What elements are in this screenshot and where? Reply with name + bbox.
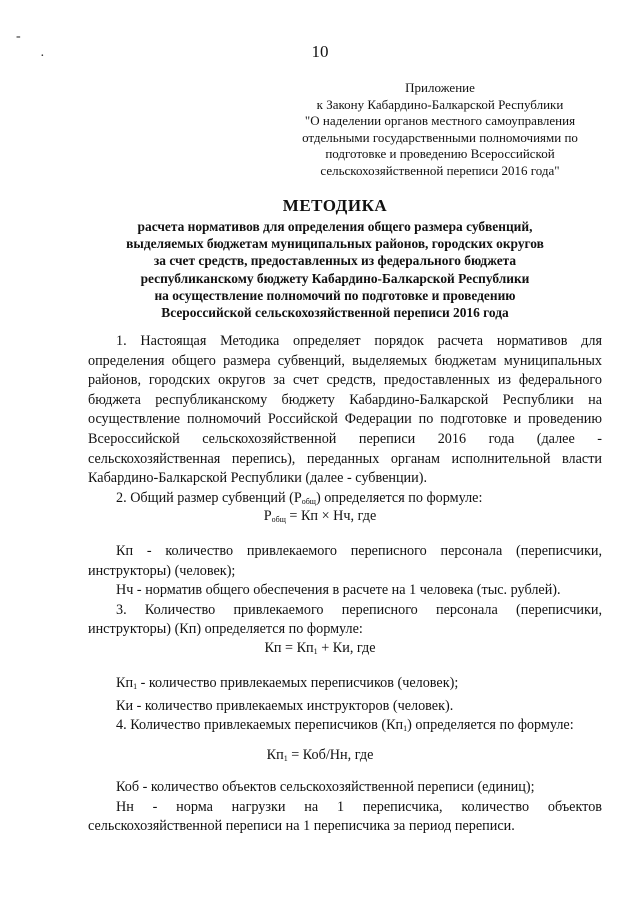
appendix-line: Приложение xyxy=(405,80,475,95)
definition-nch: Нч - норматив общего обеспечения в расчете на 1 человека (тыс. рублей). xyxy=(116,582,561,599)
formula-2-lhs: Кп = Кп xyxy=(264,640,314,656)
formula-2-rhs: + Ки xyxy=(321,640,350,656)
kp1-var-sub: 1 xyxy=(133,682,138,691)
section-3 xyxy=(88,674,602,739)
p2-before: 2. Общий размер субвенций ( xyxy=(116,489,294,506)
appendix-line: "О наделении органов местного самоуправления xyxy=(304,113,576,129)
appendix-block xyxy=(270,80,610,180)
p4-after: ) определяется по формуле: xyxy=(407,717,574,734)
title-main: МЕТОДИКА xyxy=(282,196,388,215)
p2-var-sub: общ xyxy=(301,496,316,506)
appendix-line: сельскохозяйственной переписи 2016 года" xyxy=(320,162,560,178)
formula-2-lhs-sub: 1 xyxy=(313,647,318,656)
p4-before: 4. Количество привлекаемых переписчиков ( xyxy=(116,717,387,734)
appendix-line: подготовке и проведению Всероссийской xyxy=(325,146,555,162)
definition-nn: Нн - норма нагрузки на 1 переписчика, количество объектов сельскохозяйственной переписи на 1 переписчика за период переписи. xyxy=(88,798,602,835)
section-1 xyxy=(88,332,602,511)
document-title xyxy=(70,196,600,321)
formula-2 xyxy=(0,640,640,657)
appendix-line: к Закону Кабардино-Балкарской Республики xyxy=(316,96,564,112)
formula-3-tail: , где xyxy=(347,747,374,763)
section-4 xyxy=(88,778,602,837)
formula-2-tail: , где xyxy=(349,640,376,656)
paragraph-3: 3. Количество привлекаемого переписного персонала (переписчики, инструкторы) (Кп) определяется по формуле: xyxy=(88,601,602,638)
title-line: Всероссийской сельскохозяйственной переписи 2016 года xyxy=(161,305,509,321)
formula-1-rhs: = Кп × Нч xyxy=(289,508,351,524)
definition-kp: Кп - количество привлекаемого переписного персонала (переписчики, инструкторы) (человек); xyxy=(88,543,602,579)
title-line: за счет средств, предоставленных из федерального бюджета xyxy=(153,253,517,269)
section-2 xyxy=(88,542,602,640)
paragraph-4 xyxy=(88,716,602,739)
formula-3-rhs: = Коб/Нн xyxy=(291,747,348,763)
formula-3-lhs: Кп xyxy=(266,747,284,763)
title-line: на осуществление полномочий по подготовке и проведению xyxy=(154,287,516,303)
scan-mark-dot: · xyxy=(40,49,45,64)
p2-var: Р xyxy=(293,489,302,506)
formula-1-lhs-sub: общ xyxy=(271,515,286,524)
definition-kp1 xyxy=(88,674,602,697)
p4-var-sub: 1 xyxy=(403,724,408,734)
title-line: выделяемых бюджетам муниципальных районов, городских округов xyxy=(126,236,544,252)
paragraph-1: 1. Настоящая Методика определяет порядок расчета нормативов для определения общего размера субвенций, выделяемых бюджетам муниципальных районов, городских округов за счет средств, предоставленных из федерального бюджета республиканскому бюджету Кабардино-Балкарской Республики на осуществление полномочий Российской Федерации по подготовке и проведению Всероссийской сельскохозяйственной переписи 2016 года (далее - сельскохозяйственная перепись), переданных органам исполнительной власти Кабардино-Балкарской Республики (далее - субвенции). xyxy=(88,333,602,487)
kp1-text: - количество привлекаемых переписчиков (человек); xyxy=(140,675,459,691)
title-line: республиканскому бюджету Кабардино-Балкарской Республики xyxy=(140,270,530,286)
page-number: 10 xyxy=(311,42,329,61)
definition-ki: Ки - количество привлекаемых инструкторов (человек). xyxy=(116,697,454,714)
formula-3 xyxy=(0,747,640,764)
formula-3-lhs-sub: 1 xyxy=(283,754,288,763)
kp1-var: Кп xyxy=(116,675,134,691)
formula-1-tail: , где xyxy=(350,508,377,524)
formula-1-lhs: Р xyxy=(263,508,272,524)
p2-after: ) определяется по формуле: xyxy=(315,489,483,506)
formula-1 xyxy=(0,508,640,525)
scan-mark-dash: - xyxy=(16,29,21,44)
definition-kob: Коб - количество объектов сельскохозяйственной переписи (единиц); xyxy=(116,779,535,795)
title-line: расчета нормативов для определения общего размера субвенций, xyxy=(137,219,533,234)
p4-var: Кп xyxy=(386,717,404,734)
appendix-line: отдельными государственными полномочиями по xyxy=(302,129,578,145)
